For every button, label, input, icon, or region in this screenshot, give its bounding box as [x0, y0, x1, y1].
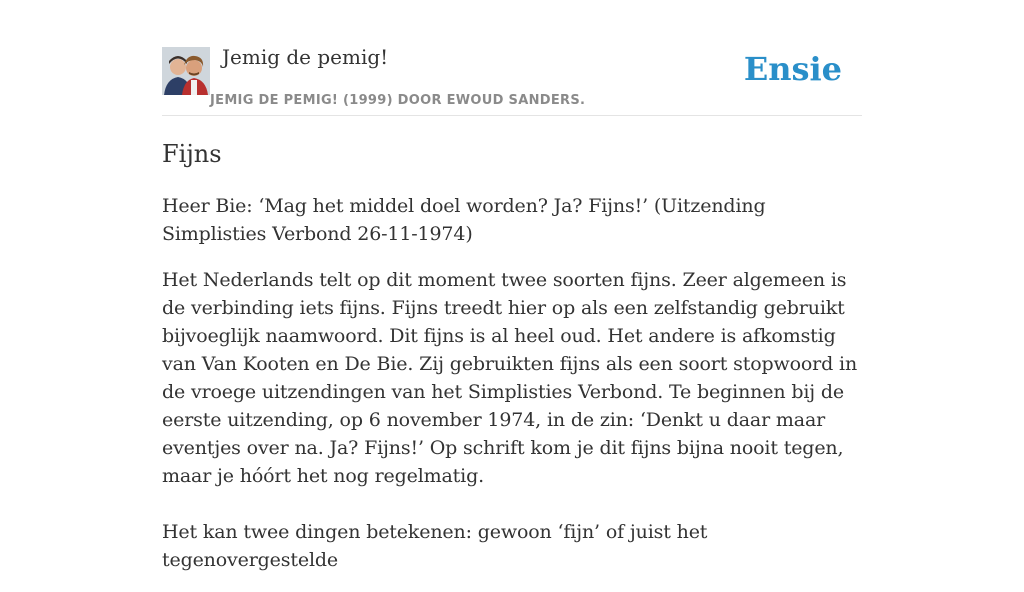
- entry-title: Fijns: [162, 140, 222, 168]
- book-title-link[interactable]: Jemig de pemig!: [222, 45, 389, 69]
- entry-body-paragraph: Het Nederlands telt op dit moment twee soorten fijns. Zeer algemeen is de verbinding iets fijns. Fijns treedt hier op als een zelfstandig gebruikt bijvoeglijk naamwoord. Dit fijns is al heel oud. Het andere is afkomstig van Van Kooten en De Bie. Zij gebruikten fijns als een soort stopwoord in de vroege uitzendingen van het Simplisties Verbond. Te beginnen bij de eerste uitzending, op 6 november 1974, in de zin: ‘Denkt u daar maar eventjes over na. Ja? Fijns!’ Op schrift kom je dit fijns bijna nooit tegen, maar je hóórt het nog regelmatig.: [162, 269, 858, 487]
- entry-quote-paragraph: Heer Bie: ‘Mag het middel doel worden? Ja? Fijns!’ (Uitzending Simplisties Verbond 26-11-1974): [162, 195, 766, 245]
- portrait-avatar-icon: [162, 47, 210, 95]
- ensie-logo-link[interactable]: Ensie: [743, 50, 842, 88]
- book-header: [162, 40, 862, 116]
- book-cover-avatar[interactable]: [162, 47, 210, 95]
- entry-body-paragraph: Het kan twee dingen betekenen: gewoon ‘fijn’ of juist het tegenovergestelde: [162, 521, 708, 571]
- book-attribution: JEMIG DE PEMIG! (1999) DOOR EWOUD SANDERS.: [210, 93, 586, 108]
- entry-content: [162, 138, 866, 592]
